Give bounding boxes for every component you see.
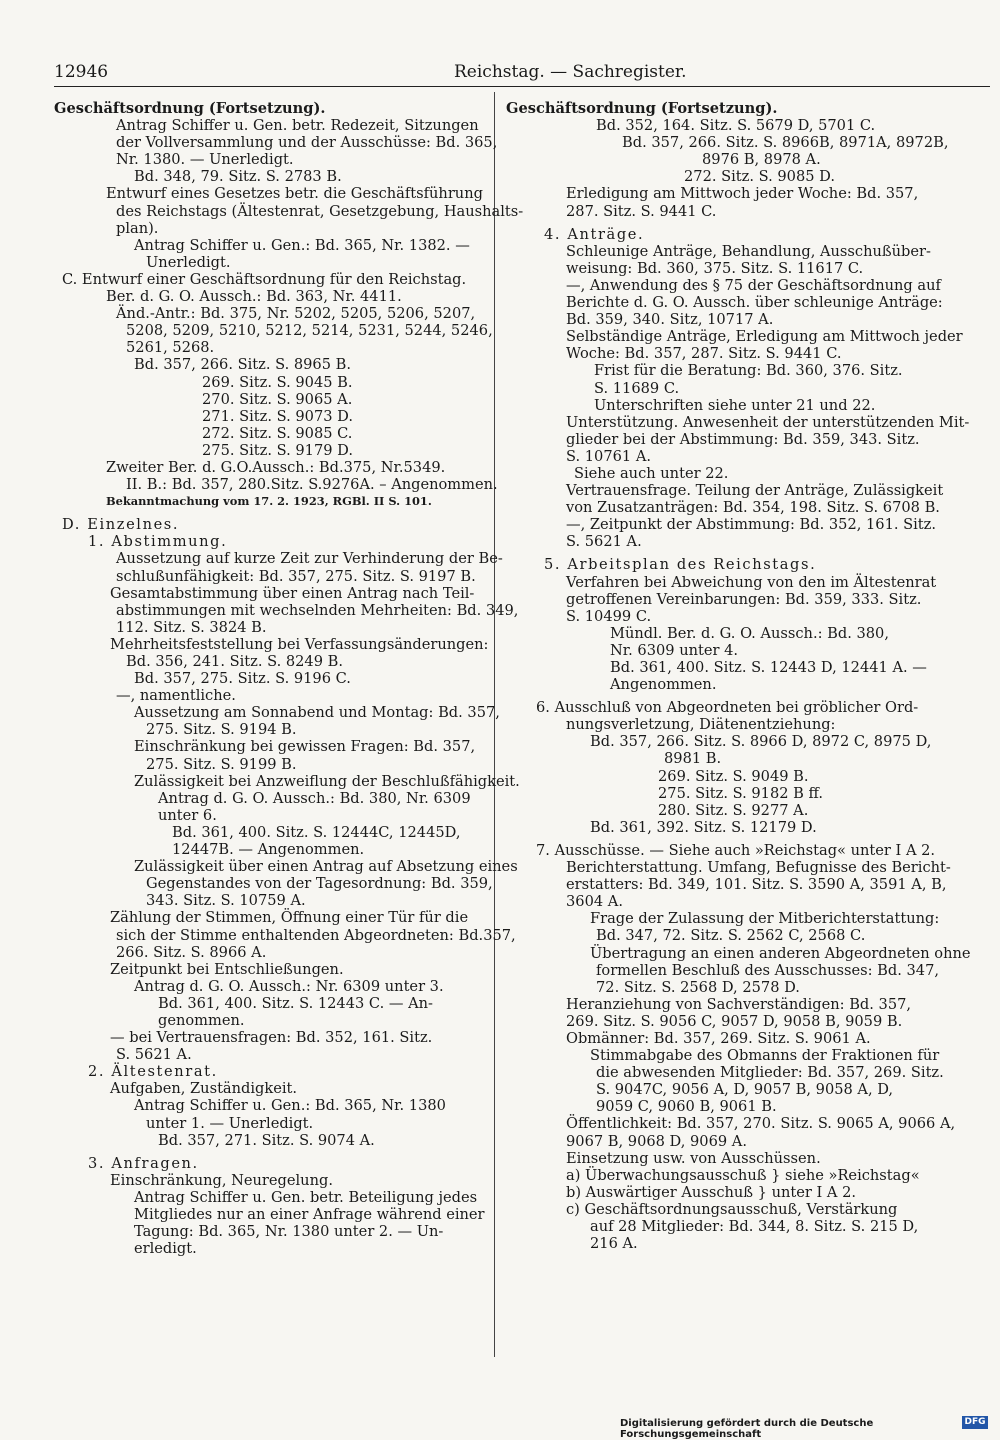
text-line: Einschränkung bei gewissen Fragen: Bd. 357, <box>134 738 476 756</box>
text-line: Bd. 361, 400. Sitz. S. 12443 D, 12441 A. — <box>610 659 927 676</box>
text-line: Bd. 361, 392. Sitz. S. 12179 D. <box>590 818 817 836</box>
text-line: C. Entwurf einer Geschäftsordnung für den Reichstag. <box>62 270 467 288</box>
text-line: 1. Abstimmung. <box>88 533 228 551</box>
text-line: Aussetzung auf kurze Zeit zur Verhinderung der Be- <box>116 550 503 568</box>
text-line: Woche: Bd. 357, 287. Sitz. S. 9441 C. <box>566 345 842 363</box>
text-line: a) Überwachungsausschuß } siehe »Reichstag« <box>566 1166 920 1184</box>
text-line: Zulässigkeit bei Anzweiflung der Beschlußfähigkeit. <box>134 772 520 790</box>
text-line: Unterschriften siehe unter 21 und 22. <box>594 396 876 414</box>
text-line: Antrag Schiffer u. Gen.: Bd. 365, Nr. 1382. — <box>134 236 470 254</box>
text-line: 6. Ausschluß von Abgeordneten bei gröblicher Ord- <box>536 699 919 717</box>
text-line: weisung: Bd. 360, 375. Sitz. S. 11617 C. <box>566 259 864 277</box>
text-line: unter 6. <box>158 806 217 824</box>
text-line: 8976 B, 8978 A. <box>702 151 821 169</box>
text-line: Vertrauensfrage. Teilung der Anträge, Zulässigkeit <box>566 482 944 500</box>
text-line: 270. Sitz. S. 9065 A. <box>202 390 353 408</box>
text-line: Berichte d. G. O. Aussch. über schleunige Anträge: <box>566 294 943 312</box>
text-line: b) Auswärtiger Ausschuß } unter I A 2. <box>566 1183 857 1201</box>
text-line: Berichterstattung. Umfang, Befugnisse des Bericht- <box>566 859 951 877</box>
text-line: Aufgaben, Zuständigkeit. <box>110 1080 298 1098</box>
text-line: D. Einzelnes. <box>62 516 180 534</box>
text-line: 287. Sitz. S. 9441 C. <box>566 202 717 220</box>
text-line: Ber. d. G. O. Aussch.: Bd. 363, Nr. 4411. <box>106 288 402 306</box>
page-number: 12946 <box>54 62 109 82</box>
text-line: glieder bei der Abstimmung: Bd. 359, 343. Sitz. <box>566 430 920 448</box>
text-line: 275. Sitz. S. 9199 B. <box>146 755 297 773</box>
text-line: Einsetzung usw. von Ausschüssen. <box>566 1149 821 1167</box>
text-line: Schleunige Anträge, Behandlung, Ausschußüber- <box>566 242 931 260</box>
text-line: 266. Sitz. S. 8966 A. <box>116 943 267 961</box>
text-line: Zulässigkeit über einen Antrag auf Absetzung eines <box>134 858 518 876</box>
text-line: Öffentlichkeit: Bd. 357, 270. Sitz. S. 9065 A, 9066 A, <box>566 1115 956 1133</box>
text-line: 275. Sitz. S. 9194 B. <box>146 721 297 739</box>
text-line: plan). <box>116 219 159 237</box>
text-line: S. 5621 A. <box>116 1046 192 1064</box>
text-line: —, Zeitpunkt der Abstimmung: Bd. 352, 161. Sitz. <box>566 516 937 534</box>
text-line: des Reichstags (Ältestenrat, Gesetzgebung, Haushalts- <box>116 202 524 220</box>
text-line: 271. Sitz. S. 9073 D. <box>202 407 353 425</box>
text-line: von Zusatzanträgen: Bd. 354, 198. Sitz. S. 6708 B. <box>566 499 940 517</box>
text-line: 112. Sitz. S. 3824 B. <box>116 618 267 636</box>
text-line: Frage der Zulassung der Mitberichterstattung: <box>590 910 940 928</box>
text-line: Bd. 361, 400. Sitz. S. 12444C, 12445D, <box>172 823 461 841</box>
text-line: Obmänner: Bd. 357, 269. Sitz. S. 9061 A. <box>566 1029 871 1047</box>
text-line: Zählung der Stimmen, Öffnung einer Tür für die <box>110 909 469 927</box>
text-line: Bd. 348, 79. Sitz. S. 2783 B. <box>134 168 342 186</box>
text-line: Erledigung am Mittwoch jeder Woche: Bd. 357, <box>566 185 919 203</box>
text-line: Mitgliedes nur an einer Anfrage während einer <box>134 1206 485 1223</box>
text-line: 7. Ausschüsse. — Siehe auch »Reichstag« unter I A 2. <box>536 841 936 859</box>
text-line: Bd. 352, 164. Sitz. S. 5679 D, 5701 C. <box>596 117 876 135</box>
text-line: 8981 B. <box>664 750 722 768</box>
text-line: Verfahren bei Abweichung von den im Ältestenrat <box>566 573 937 591</box>
text-line: Antrag d. G. O. Aussch.: Bd. 380, Nr. 6309 <box>158 789 471 807</box>
text-line: Bd. 357, 266. Sitz. S. 8966 D, 8972 C, 8975 D, <box>590 733 932 751</box>
text-line: S. 9047C, 9056 A, D, 9057 B, 9058 A, D, <box>596 1081 894 1099</box>
text-line: 269. Sitz. S. 9056 C, 9057 D, 9058 B, 9059 B. <box>566 1012 903 1030</box>
text-line: 4. Anträge. <box>544 225 645 243</box>
running-title: Reichstag. — Sachregister. <box>454 62 687 82</box>
text-line: 269. Sitz. S. 9049 B. <box>658 767 809 785</box>
text-line: erstatters: Bd. 349, 101. Sitz. S. 3590 A, 3591 A, B, <box>566 876 947 894</box>
right-column <box>506 100 971 1253</box>
text-line: c) Geschäftsordnungsausschuß, Verstärkung <box>566 1200 898 1218</box>
text-line: 3604 A. <box>566 893 623 911</box>
text-line: — bei Vertrauensfragen: Bd. 352, 161. Sitz. <box>110 1029 433 1047</box>
text-line: 9067 B, 9068 D, 9069 A. <box>566 1132 747 1150</box>
text-line: 280. Sitz. S. 9277 A. <box>658 801 809 819</box>
text-line: Geschäftsordnung (Fortsetzung). <box>54 100 326 117</box>
text-line: 216 A. <box>590 1235 638 1253</box>
text-line: getroffenen Vereinbarungen: Bd. 359, 333. Sitz. <box>566 590 922 608</box>
text-line: Nr. 6309 unter 4. <box>610 641 739 659</box>
text-line: 272. Sitz. S. 9085 C. <box>202 424 353 442</box>
text-line: genommen. <box>158 1011 245 1029</box>
dfg-logo: DFG <box>962 1416 988 1429</box>
text-line: Unterstützung. Anwesenheit der unterstützenden Mit- <box>566 413 970 431</box>
text-line: Bekanntmachung vom 17. 2. 1923, RGBl. II S. 101. <box>106 494 432 509</box>
text-line: Antrag Schiffer u. Gen.: Bd. 365, Nr. 1380 <box>134 1097 446 1115</box>
text-line: 5261, 5268. <box>126 339 215 357</box>
text-line: Gesamtabstimmung über einen Antrag nach Teil- <box>110 584 475 602</box>
text-line: 275. Sitz. S. 9182 B ff. <box>658 784 824 802</box>
text-line: Siehe auch unter 22. <box>574 464 729 482</box>
text-line: Bd. 357, 271. Sitz. S. 9074 A. <box>158 1131 375 1149</box>
text-line: Bd. 347, 72. Sitz. S. 2562 C, 2568 C. <box>596 927 866 945</box>
digitization-credit: Digitalisierung gefördert durch die Deutsche Forschungsgemeinschaft <box>620 1418 874 1440</box>
text-line: 275. Sitz. S. 9179 D. <box>202 441 353 459</box>
text-line: Bd. 356, 241. Sitz. S. 8249 B. <box>126 653 344 670</box>
text-line: S. 10761 A. <box>566 447 651 465</box>
column-divider <box>494 92 495 1357</box>
text-line: 269. Sitz. S. 9045 B. <box>202 373 353 391</box>
text-line: Übertragung an einen anderen Abgeordneten ohne <box>590 944 971 962</box>
text-line: Gegenstandes von der Tagesordnung: Bd. 359, <box>146 875 493 893</box>
text-line: 5208, 5209, 5210, 5212, 5214, 5231, 5244, 5246, <box>126 322 493 340</box>
text-line: Aussetzung am Sonnabend und Montag: Bd. 357, <box>134 704 500 722</box>
text-line: Mehrheitsfeststellung bei Verfassungsänderungen: <box>110 635 489 653</box>
text-line: Selbständige Anträge, Erledigung am Mittwoch jeder <box>566 328 963 346</box>
text-line: 343. Sitz. S. 10759 A. <box>146 892 306 910</box>
text-line: Antrag Schiffer u. Gen. betr. Redezeit, Sitzungen <box>116 117 479 135</box>
text-line: Antrag Schiffer u. Gen. betr. Beteiligung jedes <box>134 1188 478 1206</box>
text-line: S. 5621 A. <box>566 533 642 551</box>
text-line: Bd. 357, 266. Sitz. S. 8965 B. <box>134 356 352 374</box>
text-line: Antrag d. G. O. Aussch.: Nr. 6309 unter 3. <box>134 977 444 995</box>
text-line: erledigt. <box>134 1240 197 1258</box>
text-line: Zweiter Ber. d. G.O.Aussch.: Bd.375, Nr.5349. <box>106 458 446 476</box>
text-line: —, Anwendung des § 75 der Geschäftsordnung auf <box>566 276 941 294</box>
text-line: —, namentliche. <box>116 687 236 705</box>
text-line: Bd. 357, 266. Sitz. S. 8966B, 8971A, 8972B, <box>622 134 949 152</box>
text-line: 272. Sitz. S. 9085 D. <box>684 168 835 186</box>
text-line: Heranziehung von Sachverständigen: Bd. 357, <box>566 995 912 1013</box>
text-line: Unerledigt. <box>146 253 231 271</box>
text-line: formellen Beschluß des Ausschusses: Bd. 347, <box>596 961 940 979</box>
text-line: Bd. 357, 275. Sitz. S. 9196 C. <box>134 670 351 688</box>
text-line: Änd.-Antr.: Bd. 375, Nr. 5202, 5205, 5206, 5207, <box>116 305 476 323</box>
text-line: II. B.: Bd. 357, 280.Sitz. S.9276A. – Angenommen. <box>126 476 498 494</box>
text-line: Nr. 1380. — Unerledigt. <box>116 151 294 169</box>
text-line: 2. Ältestenrat. <box>88 1063 218 1081</box>
text-line: 5. Arbeitsplan des Reichstags. <box>544 556 817 574</box>
text-line: unter 1. — Unerledigt. <box>146 1114 314 1132</box>
text-line: abstimmungen mit wechselnden Mehrheiten: Bd. 349, <box>116 601 519 619</box>
text-line: Entwurf eines Gesetzes betr. die Geschäftsführung <box>106 185 483 203</box>
text-line: Stimmabgabe des Obmanns der Fraktionen für <box>590 1047 940 1065</box>
text-line: S. 10499 C. <box>566 607 652 625</box>
text-line: 3. Anfragen. <box>88 1154 199 1172</box>
text-line: 12447B. — Angenommen. <box>172 841 365 859</box>
text-line: Geschäftsordnung (Fortsetzung). <box>506 100 778 117</box>
text-line: Frist für die Beratung: Bd. 360, 376. Sitz. <box>594 362 903 380</box>
text-line: Tagung: Bd. 365, Nr. 1380 unter 2. — Un- <box>134 1223 444 1241</box>
text-line: auf 28 Mitglieder: Bd. 344, 8. Sitz. S. 215 D, <box>590 1218 919 1235</box>
text-line: Einschränkung, Neuregelung. <box>110 1171 333 1189</box>
text-line: die abwesenden Mitglieder: Bd. 357, 269. Sitz. <box>596 1064 944 1082</box>
page-header <box>54 62 990 87</box>
text-line: nungsverletzung, Diätenentziehung: <box>566 716 836 734</box>
left-column <box>54 100 524 1258</box>
text-line: 72. Sitz. S. 2568 D, 2578 D. <box>596 978 800 996</box>
text-line: Angenommen. <box>610 676 717 694</box>
text-line: Mündl. Ber. d. G. O. Aussch.: Bd. 380, <box>610 624 889 642</box>
text-line: schlußunfähigkeit: Bd. 357, 275. Sitz. S. 9197 B. <box>116 567 476 585</box>
text-line: Bd. 361, 400. Sitz. S. 12443 C. — An- <box>158 994 433 1012</box>
text-line: Bd. 359, 340. Sitz, 10717 A. <box>566 311 774 329</box>
text-line: 9059 C, 9060 B, 9061 B. <box>596 1098 777 1116</box>
text-line: sich der Stimme enthaltenden Abgeordneten: Bd.357, <box>116 926 516 944</box>
text-line: S. 11689 C. <box>594 379 680 397</box>
text-line: der Vollversammlung und der Ausschüsse: Bd. 365, <box>116 134 498 152</box>
text-line: Zeitpunkt bei Entschließungen. <box>110 960 344 978</box>
